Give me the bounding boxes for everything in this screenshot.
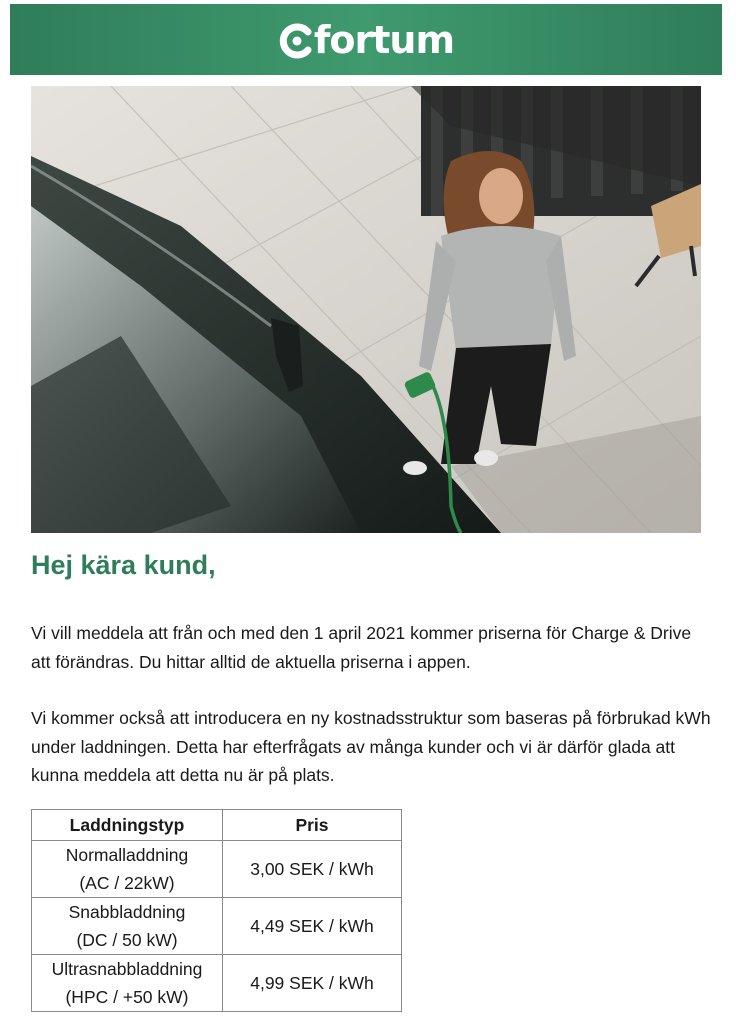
price-cell: 4,49 SEK / kWh	[223, 898, 402, 955]
hero-image	[31, 86, 701, 533]
charging-type-cell	[32, 841, 223, 898]
price-cell: 3,00 SEK / kWh	[223, 841, 402, 898]
column-header-charging-type: Laddningstyp	[32, 810, 223, 841]
fortum-logo-icon	[278, 23, 312, 59]
charging-type-name: Snabbladdning	[68, 902, 186, 922]
price-table-header-row	[32, 810, 402, 841]
table-row	[32, 955, 402, 1012]
charging-type-cell	[32, 955, 223, 1012]
email-header	[10, 4, 722, 75]
charging-type-name: Normalladdning	[65, 845, 189, 865]
price-table	[31, 809, 402, 1012]
charging-type-detail: (AC / 22kW)	[79, 873, 175, 893]
table-row	[32, 898, 402, 955]
charging-type-detail: (HPC / +50 kW)	[65, 987, 189, 1007]
fortum-logo-text: fortum	[313, 17, 455, 62]
table-row	[32, 841, 402, 898]
charging-type-name: Ultrasnabbladdning	[51, 959, 203, 979]
fortum-logo[interactable]	[278, 18, 454, 62]
column-header-price: Pris	[223, 810, 402, 841]
charging-type-cell	[32, 898, 223, 955]
price-cell: 4,99 SEK / kWh	[223, 955, 402, 1012]
pricing-structure-paragraph: Vi kommer också att introducera en ny kostnadsstruktur som baseras på förbrukad kWh under laddningen. Detta har efterfrågats av många kunder och vi är därför glada att kunna meddela att detta nu är på plats.	[31, 708, 711, 785]
charging-type-detail: (DC / 50 kW)	[76, 930, 178, 950]
greeting-heading: Hej kära kund,	[31, 550, 216, 580]
intro-paragraph: Vi vill meddela att från och med den 1 april 2021 kommer priserna för Charge & Drive att förändras. Du hittar alltid de aktuella priserna i appen.	[31, 623, 692, 672]
